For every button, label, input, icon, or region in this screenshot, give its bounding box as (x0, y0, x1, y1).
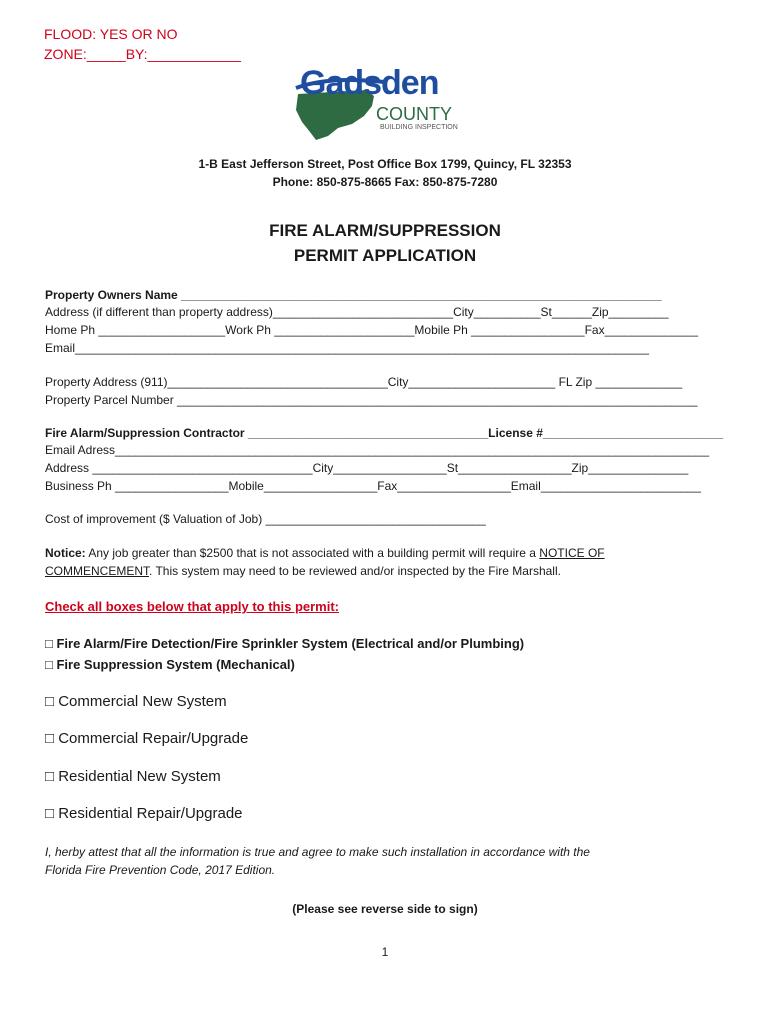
property-parcel-field[interactable]: Property Parcel Number ______________________________________________________________________________ (45, 393, 698, 407)
logo-county: COUNTY (376, 104, 452, 124)
contractor-email-field[interactable]: Email Adress_________________________________________________________________________________________ (45, 443, 709, 457)
checkbox-residential-repair[interactable]: □ Residential Repair/Upgrade (45, 805, 243, 822)
notice-line2 (45, 564, 561, 578)
logo-name: Gadsden (300, 64, 439, 102)
flood-label: FLOOD: YES OR NO (44, 26, 178, 42)
form-title-line2: PERMIT APPLICATION (293, 246, 477, 265)
office-phone: Phone: 850-875-8665 Fax: 850-875-7280 (272, 175, 498, 189)
notice-text1: Any job greater than $2500 that is not associated with a building permit will require a (88, 546, 540, 560)
notice-link-commencement: COMMENCEMENT (45, 564, 149, 578)
checkbox-fire-alarm[interactable]: □ Fire Alarm/Fire Detection/Fire Sprinkler System (Electrical and/or Plumbing) (45, 636, 525, 651)
check-heading: Check all boxes below that apply to this permit: (45, 599, 339, 614)
checkbox-commercial-new[interactable]: □ Commercial New System (45, 693, 227, 710)
notice-link-noc: NOTICE OF (539, 546, 605, 560)
office-address: 1-B East Jefferson Street, Post Office Box 1799, Quincy, FL 32353 (198, 157, 572, 171)
checkbox-commercial-repair[interactable]: □ Commercial Repair/Upgrade (45, 730, 249, 747)
form-title-line1: FIRE ALARM/SUPPRESSION (269, 221, 501, 240)
property-address-field[interactable]: Property Address (911)_________________________________City______________________ FL Zip _____________ (45, 375, 683, 389)
cost-row (45, 512, 486, 526)
owner-email-field[interactable]: Email______________________________________________________________________________________ (45, 341, 649, 355)
notice-text2: . This system may need to be reviewed and/or inspected by the Fire Marshall. (149, 564, 561, 578)
county-logo (288, 66, 488, 142)
logo-dept: BUILDING INSPECTION (380, 124, 458, 131)
owner-address-field[interactable]: Address (if different than property address)___________________________City__________St______Zip_________ (45, 305, 669, 319)
contractor-address-field[interactable]: Address _________________________________City_________________St_________________Zip_______________ (45, 461, 689, 475)
owner-phones-field[interactable]: Home Ph ___________________Work Ph _____________________Mobile Ph _________________Fax______________ (45, 323, 699, 337)
owner-name-field[interactable]: Property Owners Name ________________________________________________________________________ (45, 288, 662, 302)
notice-line1 (45, 546, 605, 560)
cost-label: Cost of improvement ($ Valuation of Job) (45, 512, 263, 526)
contractor-name-field[interactable]: Fire Alarm/Suppression Contractor ____________________________________License #___________________________ (45, 426, 724, 440)
page-number: 1 (381, 945, 389, 959)
contractor-business-field[interactable]: Business Ph _________________Mobile_________________Fax_________________Email________________________ (45, 479, 701, 493)
cost-field[interactable]: _________________________________ (265, 512, 486, 526)
attest-line1: I, herby attest that all the information is true and agree to make such installation in accordance with the (45, 845, 590, 859)
checkbox-fire-suppression[interactable]: □ Fire Suppression System (Mechanical) (45, 657, 295, 672)
reverse-side-note: (Please see reverse side to sign) (292, 902, 478, 916)
checkbox-residential-new[interactable]: □ Residential New System (45, 768, 221, 785)
zone-label: ZONE:_____BY:____________ (44, 46, 241, 62)
attest-line2: Florida Fire Prevention Code, 2017 Edition. (45, 863, 276, 877)
notice-label: Notice: (45, 546, 86, 560)
